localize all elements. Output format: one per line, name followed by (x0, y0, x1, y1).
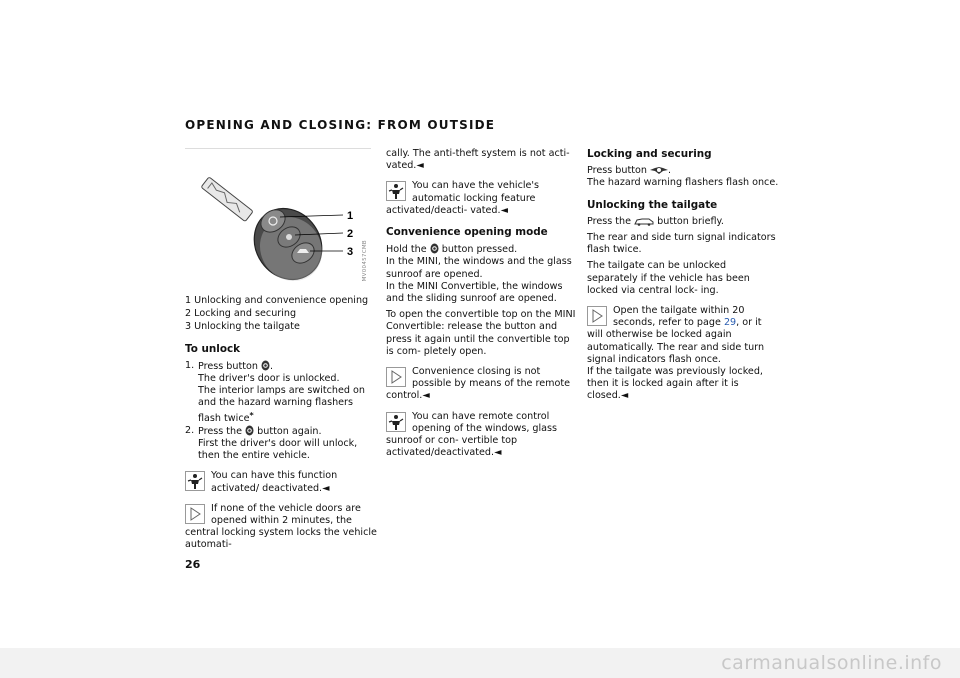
locking-paragraph (587, 165, 779, 189)
note-convenience-closing (386, 366, 578, 403)
key-unlock-icon (261, 360, 270, 371)
end-mark: ◄ (500, 204, 508, 216)
text: button pressed. (441, 244, 518, 256)
note-text: You can have the vehicle's automatic locking feature activated/deacti- vated. (386, 180, 540, 216)
triangle-note-icon (185, 504, 205, 524)
note-text: You can have remote control opening of the windows, glass sunroof or con- vertible top activated/deactivated. (386, 410, 558, 459)
convenience-paragraph-1 (386, 243, 578, 305)
figure-label-3: 3 (347, 246, 354, 258)
note-remote-opening (386, 411, 578, 460)
callout-1: 1 Unlocking and convenience opening (185, 295, 369, 306)
note-text: , or it will otherwise be locked again automatically. The rear and side turn signal indicators flash once. (587, 317, 765, 365)
tailgate-paragraph-3: The tailgate can be unlocked separately if the vehicle has been locked via central lock- ing. (587, 260, 750, 296)
note-auto-locking (386, 180, 578, 217)
step-text-end: . (270, 360, 274, 372)
heading-locking-securing: Locking and securing (587, 148, 712, 160)
step-number: 2. (185, 424, 195, 436)
triangle-note-icon (587, 306, 607, 326)
mechanic-icon (386, 412, 406, 432)
heading-convenience-opening: Convenience opening mode (386, 226, 548, 239)
column-3 (587, 148, 779, 411)
heading-to-unlock: To unlock (185, 342, 241, 355)
text: button briefly. (657, 215, 724, 227)
callout-2: 2 Locking and securing (185, 308, 297, 320)
column-1 (185, 148, 377, 560)
note-text: If the tailgate was previously locked, then it is locked again after it is closed. (587, 366, 763, 402)
end-mark: ◄ (416, 160, 424, 172)
figure-label-1: 1 (347, 210, 354, 222)
note-tailgate-relock (587, 305, 779, 403)
continued-text-body: cally. The anti-theft system is not acti- vated. (386, 148, 570, 172)
page-number: 26 (185, 558, 201, 571)
step-line: The interior lamps are switched on and the hazard warning flashers flash twice (198, 385, 365, 424)
step-text: Press the (198, 425, 243, 437)
end-mark: ◄ (422, 390, 430, 402)
note-text: You can have this function activated/ deactivated. (211, 470, 338, 494)
step-text: Press button (198, 360, 258, 372)
remote-key-illustration (185, 149, 371, 289)
page-reference-link[interactable]: 29 (723, 317, 737, 329)
text: Hold the (386, 244, 427, 256)
end-mark: ◄ (322, 482, 330, 494)
text: . (668, 165, 672, 177)
key-unlock-icon (430, 243, 439, 254)
note-service-activation (185, 470, 377, 494)
column-2 (386, 148, 578, 467)
end-mark: ◄ (620, 390, 629, 402)
note-text: Convenience closing is not possible by means of the remote control. (386, 366, 571, 402)
figure-callouts (185, 295, 377, 334)
text: In the MINI Convertible, the windows and the sliding sunroof are opened. (386, 280, 563, 305)
text: Press button (587, 165, 647, 177)
equipment-star: * (249, 410, 254, 420)
triangle-note-icon (386, 367, 406, 387)
mechanic-icon (386, 181, 406, 201)
step-line: First the driver's door will unlock, then the entire vehicle. (198, 438, 358, 462)
tailgate-paragraph-1 (587, 216, 779, 228)
text: Press the (587, 215, 632, 227)
note-text: If none of the vehicle doors are opened within 2 minutes, the central locking system locks the vehicle automati- (185, 502, 377, 551)
step-line: The driver's door is unlocked. (198, 373, 340, 385)
mini-logo-icon (650, 166, 668, 175)
end-mark: ◄ (494, 447, 502, 459)
page-title: OPENING AND CLOSING: FROM OUTSIDE (185, 118, 496, 132)
tailgate-paragraph-2: The rear and side turn signal indicators flash twice. (587, 232, 776, 256)
step-text-end: button again. (257, 425, 322, 437)
continued-text (386, 148, 578, 172)
figure-code: MV00457CMB (361, 239, 368, 281)
figure-label-2: 2 (347, 228, 354, 240)
car-tailgate-icon (634, 217, 654, 226)
unlock-steps (185, 360, 377, 463)
step-number: 1. (185, 359, 195, 371)
mechanic-icon (185, 471, 205, 491)
note-auto-relock (185, 503, 377, 552)
key-figure (185, 148, 371, 289)
unlock-step-1 (185, 360, 377, 425)
text: In the MINI, the windows and the glass sunroof are opened. (386, 256, 572, 280)
convenience-paragraph-2: To open the convertible top on the MINI Convertible: release the button and press it again until the convertible top is com- pletely open. (386, 309, 576, 357)
unlock-step-2 (185, 425, 377, 463)
watermark: carmanualsonline.info (0, 648, 960, 678)
callout-3: 3 Unlocking the tailgate (185, 321, 300, 333)
text: The hazard warning flashers flash once. (587, 177, 779, 189)
heading-unlocking-tailgate: Unlocking the tailgate (587, 198, 718, 211)
note-text: Open the tailgate within 20 seconds, refer to page (613, 305, 745, 329)
key-unlock-icon (245, 425, 254, 436)
